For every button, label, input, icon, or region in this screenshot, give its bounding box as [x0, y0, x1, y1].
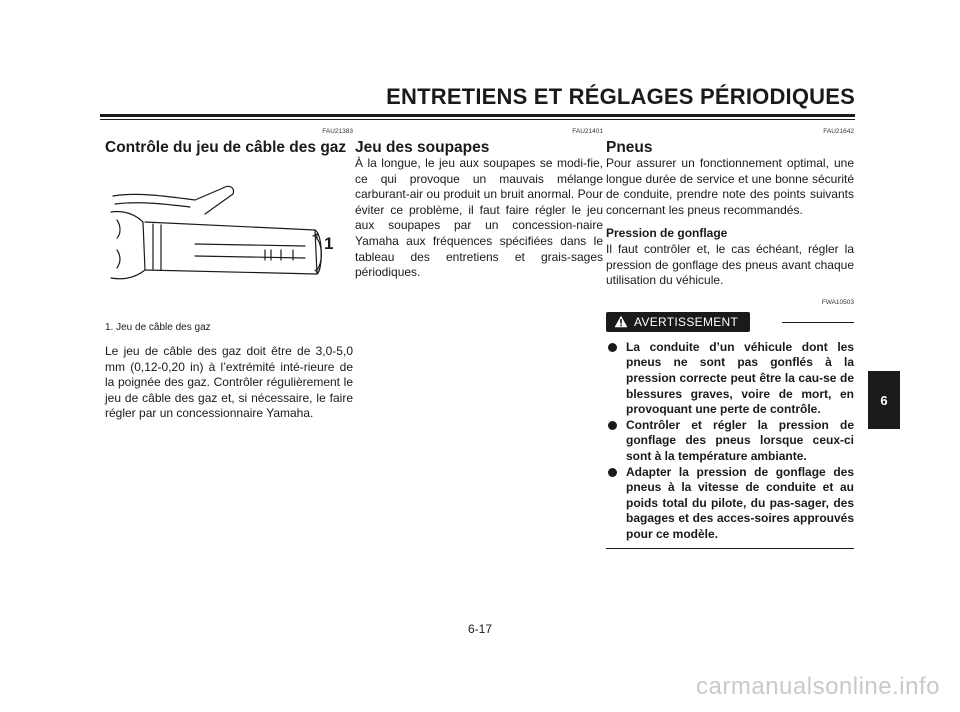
column-valve-clearance [355, 128, 603, 281]
page-header [355, 84, 855, 124]
warning-badge [606, 312, 750, 332]
warning-list [606, 340, 854, 543]
section-paragraph: Pour assurer un fonctionnement optimal, une longue durée de service et une bonne sécurité de conduite, prendre note des points suivants concernant les pneus recommandés. [606, 156, 854, 217]
chapter-tab: 6 [868, 371, 900, 429]
figure-callout-number: 1 [324, 234, 334, 253]
warning-item [606, 340, 854, 418]
column-tires [606, 128, 854, 549]
section-code: FAU21383 [322, 128, 353, 135]
subsection-heading: Pression de gonflage [606, 226, 728, 241]
warning-item-text: Contrôler et régler la pression de gonflage des pneus lorsque ceux-ci sont à la température ambiante. [626, 417, 854, 463]
section-code: FAU21642 [823, 128, 854, 135]
section-paragraph: Le jeu de câble des gaz doit être de 3,0-5,0 mm (0,12-0,20 in) à l’extrémité inté-rieure de la poignée des gaz. Contrôler régulièrement le jeu de câble des gaz et, si nécessaire, le faire régler par un concessionnaire Yamaha. [105, 344, 353, 421]
throttle-grip-illustration [105, 174, 353, 304]
page-title: ENTRETIENS ET RÉGLAGES PÉRIODIQUES [386, 84, 855, 109]
header-rule-thin [100, 119, 855, 120]
subsection-paragraph: Il faut contrôler et, le cas échéant, régler la pression de gonflage des pneus avant chaque utilisation du véhicule. [606, 241, 854, 288]
page-number: 6-17 [467, 622, 493, 636]
warning-label: AVERTISSEMENT [634, 314, 739, 329]
bullet-icon [608, 343, 617, 352]
bullet-icon [608, 468, 617, 477]
warning-item-text: Adapter la pression de gonflage des pneus à la vitesse de conduite et au poids total du pilote, du pas-sager, des bagages et des acces-soires approuvés pour ce modèle. [626, 464, 854, 541]
section-heading: Contrôle du jeu de câble des gaz [105, 139, 347, 156]
warning-triangle-icon [614, 315, 628, 328]
column-throttle-cable [105, 128, 353, 422]
header-rule-thick [100, 114, 855, 117]
warning-code: FWA10503 [821, 298, 854, 306]
warning-item [606, 418, 854, 465]
section-heading: Jeu des soupapes [355, 139, 490, 156]
warning-bottom-rule [606, 548, 854, 549]
section-code: FAU21401 [572, 128, 603, 135]
figure-caption: 1. Jeu de câble des gaz [105, 322, 211, 333]
warning-header-rule [782, 322, 854, 323]
section-heading: Pneus [606, 139, 653, 156]
bullet-icon [608, 421, 617, 430]
watermark: carmanualsonline.info [696, 673, 940, 700]
throttle-grip-figure [105, 174, 353, 304]
warning-header [606, 312, 854, 334]
warning-item [606, 465, 854, 543]
warning-item-text: La conduite d’un véhicule dont les pneus ne sont pas gonflés à la pression correcte peut être la cau-se de blessures graves, voire de mort, en provoquant une perte de contrôle. [626, 339, 854, 417]
section-paragraph: À la longue, le jeu aux soupapes se modi-fie, ce qui provoque un mauvais mélange carburant-air ou produit un bruit anormal. Pour éviter ce problème, il faut faire régler le jeu aux soupapes par un concession-naire Yamaha aux fréquences spécifiées dans le tableau des entretiens et grais-sages périodiques. [355, 156, 603, 280]
